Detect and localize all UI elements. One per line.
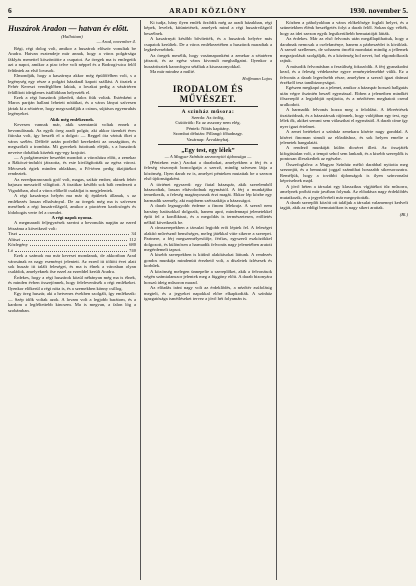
article-paragraph: Egészen megkapó az a jelenet, amikor a házaspár hosszú hallgatás után végre őszintén beszél egymással. Ebben a jelenetben mindkét főszereplő a legjobbját nyújtotta, és a nézőtéren meghatott csend uralkodott. — [280, 85, 408, 107]
article-paragraph: A darab legnagyobb érdeme a finom lélekrajz. A szerző nem harsány hatásokkal dolgozik, hanem apró, mindennapi jelenetekkel építi fel a konfliktust, és a megoldás is természetesen, erőltetés nélkül következik be. — [144, 203, 272, 225]
article-paragraph: (Pénteken este.) Azokat a darabokat, amelyekben a férj és a feleség viszonyát boncolgatja a szerző, mindig szívesen látja a közönség. Ilyen darab ez is, amelyet pénteken mutattak be a szezon első újdonságaként. — [144, 159, 272, 182]
table-value: 112 — [129, 236, 136, 242]
article-paragraph: Ma már mindez a múlté. — [150, 69, 196, 75]
article-paragraph: A címszerepekben a társulat legjobb erői léptek fel. A feleséget alakító művésznő bensőséges, meleg játékkal vitte sikerre a szerepet. Partnere, a férj megszemélyesítője, férfias, egyszerű eszközökkel dolgozott, és különösen a harmadik felvonás nagy jelenetében aratott megérdemelt tapsot. — [144, 225, 272, 252]
theatre-program-heading: A szinház műsora: — [181, 108, 235, 115]
table-value: 34 — [131, 231, 136, 237]
table-label: Altiszt — [8, 236, 21, 242]
column-divider — [276, 20, 277, 580]
article-paragraph: Régi, régi dolog volt, amikor a huszárok először vonultak be Aradra. Hatvan esztendeje már annak, hogy a város polgársága fáklyás menettel köszöntötte a csapatot. Az öregek ma is emlegetik azt a napot, amikor a piac telve volt néppel és a Bodrogi-utca felől feltűntek az első lovasok. — [8, 45, 136, 73]
program-line: Csütörtök: Ez az asszony nem elég. — [175, 120, 241, 126]
column-divider — [140, 20, 141, 580]
article-paragraph: A megmaradt feljegyzések szerint a bevonulás napján az ezred létszáma a következő volt: — [8, 220, 136, 231]
page-number: 6 — [8, 6, 12, 15]
article-paragraph: A rendező munkáját külön dicséret illeti. Az összjáték kifogástalan volt, a tempó sehol sem lankadt, és a kisebb szereplők is pontosan illeszkedtek az egészbe. — [280, 145, 408, 162]
article-paragraph: Az ezredparancsnok gróf volt, magas, szikár ember, akinek fehér bajusza messziről világított. A tisztikar később sok bált rendezett a Vigadóban, ahol a város előkelő családjai is megjelentek. — [8, 176, 136, 193]
author-signature: (Bl.) — [399, 211, 408, 217]
table-label: Tiszt — [8, 231, 18, 237]
review-byline: — A Magyar Színház szezonnyitó újdonsága — — [164, 154, 252, 160]
article-paragraph: Ki tudja, hány ilyen emlék őrződik még az aradi házakban, régi képek, levelek, kitüntetések, amelyek mind a régi huszárvilágról beszélnek. — [144, 20, 272, 36]
article-subtitle: (Hallottam) — [61, 34, 83, 39]
article-paragraph: A régi kaszárnya helyén ma már új épületek állanak, s az emlékezés lassan elhalványul. De az öregek még ma is szívesen mesélnek a régi huszárvilágról, amikor a piactéren kardcsörgés és lódobogás verte fel a csendet. — [8, 193, 136, 215]
article-paragraph: Egy öreg huszár, aki a hetvenes években szolgált, így emlékezik: — Szép idők voltak azok. A lovam volt a legjobb barátom, és a kardom a legféltettebb kincsem. Ma is megvan, a falon lóg a szobámban. — [8, 291, 136, 313]
article-paragraph: Közben a páholyokban a város előkelősége foglalt helyet, és a szünetekben élénk beszélgetés folyt a darab felől. Sokan úgy vélték, hogy az idei szezon egyik legsikerültebb bemutatóját látták. — [280, 20, 408, 36]
newspaper-title: ARADI KÖZLÖNY — [169, 6, 247, 15]
table-value: 680 — [129, 242, 136, 248]
article-paragraph: A darab szereplői között ott találjuk a társulat valamennyi kedvelt tagját, akik az eddigi bemutatókon is nagy sikert arattak. — [280, 199, 408, 211]
table-label: Közlegény — [8, 242, 28, 248]
section-subhead: A régi napok nyoma. — [51, 214, 93, 220]
author-signature: Hoffmann Lajos — [242, 75, 272, 81]
dot-leader — [30, 242, 127, 246]
article-paragraph: Összefoglalva: a Magyar Színház méltó darabbal nyitotta meg szezonját, és a bemutató joggal számíthat hosszabb sikersorozatra. Reméljük, hogy a további újdonságok is ilyen színvonalat képviselnek majd. — [280, 161, 408, 184]
article-paragraph: A közönség melegen ünnepelte a szereplőket, akik a felvonások végén számtalanszor jelentek meg a függöny előtt. A darab bizonyára hosszú ideig műsoron marad. — [144, 268, 272, 285]
table-label: Ló — [8, 247, 14, 253]
program-line: Szombat délután: Pillangó főhadnagy. — [173, 131, 243, 137]
article-title: Huszárok Aradon — hatvan év előtt. — [8, 24, 129, 33]
issue-date: 1930. november 5. — [349, 6, 408, 15]
table-value: 740 — [129, 247, 136, 253]
section-heading: IRODALOM ÉS MŰVÉSZET. — [172, 83, 244, 104]
article-paragraph: A második felvonásban a feszültség fokozódik. A férj gyanakodni kezd, és a feleség védekezése egyre reménytelenebbé válik. Ez a felvonás a darab legerősebb része, amelyben a szerző igazi drámai érzékről tesz tanúbizonyságot. — [280, 63, 408, 85]
program-line: Vasárnap: Árvalányhaj. — [186, 136, 230, 142]
dot-leader — [15, 248, 127, 252]
section-subhead: Akik még emlékeznek. — [49, 116, 95, 122]
article-dateline: — Arad, november 4. — [96, 39, 136, 45]
article-paragraph: A jövő héten a társulat egy klasszikus vígjátékot tűz műsorra, amelynek próbái már javában folynak. Az előadásra nagy érdeklődés mutatkozik, és a jegyelővételt már megnyitották. — [280, 183, 408, 200]
article-paragraph: Az érdekes. Már az első felvonás után megállapíthattuk, hogy a darabnak nemcsak a cselekménye, hanem a párbeszédei is kiválóak. A szerző szellemes, de sohasem öncélú mondatai mindig a jellemek megrajzolását szolgálják, és a közönség hol nevet, hol elgondolkozik rajtuk. — [280, 36, 408, 64]
article-paragraph: Elmondják, hogy a kaszárnya akkor még épülőfélben volt, s a legénység egy része a polgári házaknál kapott szállást. A tisztek a Fehér Kereszt vendéglőben laktak, a lovakat pedig a vásártéren felállított ideiglenes istállókban helyezték el. — [8, 73, 136, 95]
dot-leader — [22, 237, 127, 241]
dot-leader — [19, 231, 129, 235]
article-paragraph: Az előadás iránt nagy volt az érdeklődés, a nézőtér zsúfolásig megtelt, és a jegyeket napokkal előre elkapkodták. A színház igazgatósága ismétléseket tervez a jövő hét folyamán is. — [144, 285, 272, 302]
review-title: „Egy test, egy lélek” — [181, 147, 235, 155]
article-paragraph: A zenei betéteket a színház zenekara kísérte nagy gonddal. A kíséret finoman simult az előadáshoz, és sok helyen emelte a jelenetek hangulatát. — [280, 129, 408, 145]
article-paragraph: Ezek a régi huszárok jókedvű, dalos fiúk voltak. Esténként a Maros partján hallani lehetett nótáikat, és a város lányai szívesen jártak ki a sétatérre, hogy megcsodálják a csinos, sújtásos egyenruhás legényeket. — [8, 94, 136, 117]
article-paragraph: A kisebb szerepekben is kitűnő alakításokat láttunk. A rendezés gondos munkája mindenütt érezhető volt, a díszletek ízlésesek és korhűek. — [144, 252, 272, 269]
article-paragraph: A történet egyszerű: egy fiatal házaspár, akik szerelemből házasodtak, lassan eltávolodnak egymástól. A férj a munkájába temetkezik, a feleség magányosnak érzi magát. Ekkor lép közbe egy harmadik személy, aki majdnem szétszakítja a házasságot. — [144, 181, 272, 203]
article-paragraph: Érdekes, hogy a régi huszárok közül néhányan még ma is élnek, és minden évben összejönnek, hogy felelevenítsék a régi emlékeket. Ilyenkor előkerül a régi nóta is, és a szemekben könny csillog. — [8, 274, 136, 291]
section-rule — [158, 106, 258, 107]
article-paragraph: A harmadik felvonás hozza meg a feloldást. A félreértések tisztázódnak, és a házastársak rájönnek, hogy valójában egy test, egy lélek ők, akiket semmi sem választhat el egymástól. A darab címe így nyer igazi értelmet. — [280, 107, 408, 129]
column-1 — [8, 20, 136, 580]
article-paragraph: Ezek a számok ma már keveset mondanak, de akkoriban Arad városának ez nagy eseményt jelentett. Az ezred itt töltött évei alatt sok huszár itt talált feleséget, és ma is élnek a városban olyan családok, amelyeknek őse ezzel az ezreddel került Aradra. — [8, 253, 136, 275]
column-3 — [280, 20, 408, 580]
article-paragraph: Az öregek mesélik, hogy vasárnaponként a zenekar a sétatéren játszott, és az egész város kivonult meghallgatni. Ilyenkor a huszártisztek karonfogva sétáltak a kisasszonyokkal. — [144, 52, 272, 69]
header-rule — [8, 17, 408, 18]
program-line: Szerda: Az ördög. — [191, 114, 225, 120]
column-2 — [144, 20, 272, 580]
article-paragraph: A kaszárnyát később bővítették, és a huszárok helyére más csapatok kerültek. De a város emlékezetében a huszárok maradtak a legkedvesebbek. — [144, 36, 272, 53]
article-paragraph: Kevesen vannak már, akik szemtanúi voltak ennek a bevonulásnak. Az egyik öreg aradi polgár, aki akkor tizenkét éves fiúcska volt, így beszéli el a dolgot: — Reggel óta vártuk őket a város szélén. Délfelé aztán porfelhő kerekedett az országúton, és megszólalt a trombita. Mi gyerekek futottunk eléjük, s a huszárok nevetve dobáltak közénk egy-egy krajcárt. — [8, 122, 136, 155]
section-rule — [158, 144, 258, 145]
program-line: Péntek: Nótás kapitány. — [186, 125, 230, 131]
article-paragraph: — A polgármester beszédet mondott a városháza előtt, a zenekar a Rákóczi-indulót játszotta, és este kivilágították az egész várost. Mécsesek égtek minden ablakban, a Fő-téren pedig tűzijátékot rendeztek. — [8, 154, 136, 177]
